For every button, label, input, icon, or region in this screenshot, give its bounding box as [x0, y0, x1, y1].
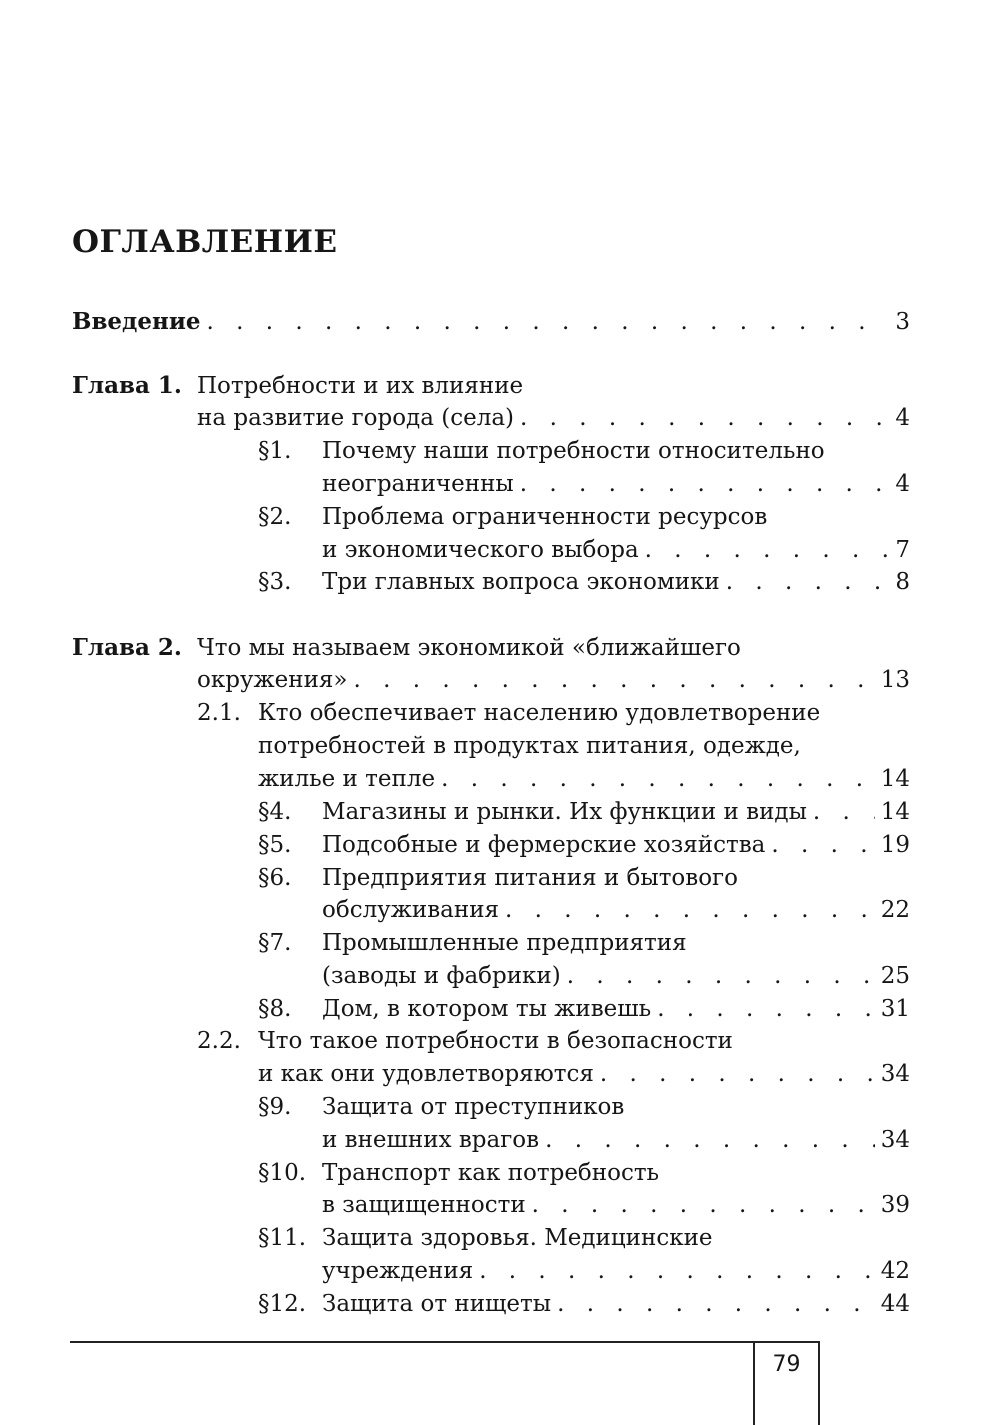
chapter-title: Что мы называем экономикой «ближайшего [197, 635, 741, 661]
chapter-title: Потребности и их влияние [197, 373, 524, 399]
chapter-title-cont: окружения» [197, 667, 348, 693]
section-title-cont: и внешних врагов [322, 1127, 540, 1153]
subchapter-label: 2.2. [197, 1028, 241, 1054]
chapter-label: Глава 1. [72, 372, 182, 399]
toc-section-11-end[interactable] [322, 1255, 910, 1288]
toc-section-10-end[interactable] [322, 1189, 910, 1222]
section-title: Дом, в котором ты живешь [322, 996, 652, 1022]
section-label: §10. [258, 1160, 307, 1186]
section-label: §6. [258, 865, 292, 891]
dot-leader [532, 1189, 875, 1222]
section-label: §8. [258, 996, 292, 1022]
section-title: Подсобные и фермерские хозяйства [322, 832, 766, 858]
toc-section-4[interactable] [258, 796, 910, 829]
subchapter-label: 2.1. [197, 700, 241, 726]
section-title: Защита здоровья. Медицинские [322, 1225, 713, 1251]
dot-leader [813, 796, 875, 829]
toc-page-number: 25 [880, 963, 910, 989]
toc-section-5[interactable] [258, 829, 910, 862]
dot-leader [645, 534, 890, 567]
toc-page-number: 7 [895, 537, 910, 563]
toc-section-3[interactable] [258, 566, 910, 599]
toc-entry-intro[interactable] [72, 305, 910, 338]
page-number: 79 [772, 1352, 801, 1377]
section-title-cont: в защищенности [322, 1192, 526, 1218]
toc-section-8[interactable] [258, 993, 910, 1026]
subchapter-title: Что такое потребности в безопасности [258, 1028, 733, 1054]
dot-leader [505, 894, 875, 927]
toc-subchapter-2-1-cont[interactable] [258, 730, 910, 763]
toc-page-number: 14 [880, 799, 910, 825]
toc-page-number: 4 [895, 471, 910, 497]
section-label: §7. [258, 930, 292, 956]
section-title: Магазины и рынки. Их функции и виды [322, 799, 807, 825]
section-title: Предприятия питания и бытового [322, 865, 738, 891]
dot-leader [557, 1288, 875, 1321]
toc-page-number: 19 [880, 832, 910, 858]
dot-leader [771, 829, 874, 862]
dot-leader [207, 306, 890, 339]
section-title-cont: и экономического выбора [322, 537, 639, 563]
section-title: Транспорт как потребность [322, 1160, 660, 1186]
dot-leader [567, 960, 875, 993]
toc-section-9[interactable] [258, 1091, 910, 1124]
toc-page-number: 34 [880, 1061, 910, 1087]
dot-leader [657, 993, 875, 1026]
chapter-title-cont: на развитие города (села) [197, 405, 515, 431]
toc-section-7[interactable] [258, 927, 910, 960]
subchapter-title-cont: потребностей в продуктах питания, одежде, [258, 733, 801, 759]
dot-leader [441, 763, 875, 796]
dot-leader [479, 1255, 875, 1288]
toc-subchapter-2-1-end[interactable] [258, 763, 910, 796]
section-label: §5. [258, 832, 292, 858]
toc-section-6-end[interactable] [322, 894, 910, 927]
subchapter-title-cont: и как они удовлетворяются [258, 1061, 594, 1087]
toc-section-1-end[interactable] [322, 468, 910, 501]
toc-section-2[interactable] [258, 501, 910, 534]
toc-page-number: 14 [880, 766, 910, 792]
dot-leader [600, 1058, 875, 1091]
footer-rule [70, 1341, 820, 1343]
toc-page-number: 31 [880, 996, 910, 1022]
toc-page-number: 39 [880, 1192, 910, 1218]
toc-entry-label: Введение [72, 308, 201, 335]
section-title: Почему наши потребности относительно [322, 438, 825, 464]
toc-section-12[interactable] [258, 1288, 910, 1321]
section-label: §12. [258, 1291, 307, 1317]
toc-section-11[interactable] [258, 1222, 910, 1255]
dot-leader [520, 468, 890, 501]
subchapter-title: Кто обеспечивает населению удовлетворение [258, 700, 821, 726]
toc-chapter-1-heading[interactable] [72, 369, 910, 402]
dot-leader [545, 1124, 875, 1157]
toc-section-10[interactable] [258, 1157, 910, 1190]
toc-page-number: 4 [895, 405, 910, 431]
dot-leader [726, 566, 890, 599]
toc-page-number: 44 [880, 1291, 910, 1317]
section-title-cont: учреждения [322, 1258, 474, 1284]
toc-chapter-2-end[interactable] [197, 664, 910, 697]
toc-page-number: 42 [880, 1258, 910, 1284]
toc-section-6[interactable] [258, 862, 910, 895]
section-title-cont: обслуживания [322, 897, 500, 923]
dot-leader [520, 402, 889, 435]
toc-section-9-end[interactable] [322, 1124, 910, 1157]
section-title-cont: неограниченны [322, 471, 514, 497]
page-number-box-right [818, 1341, 820, 1425]
section-label: §3. [258, 569, 292, 595]
section-label: §9. [258, 1094, 292, 1120]
dot-leader [354, 664, 875, 697]
section-title: Промышленные предприятия [322, 930, 687, 956]
section-label: §2. [258, 504, 292, 530]
section-title: Защита от преступников [322, 1094, 625, 1120]
toc-page-number: 34 [880, 1127, 910, 1153]
section-title: Проблема ограниченности ресурсов [322, 504, 768, 530]
toc-page-number: 8 [895, 569, 910, 595]
section-label: §11. [258, 1225, 307, 1251]
toc-chapter-1-end[interactable] [197, 402, 910, 435]
toc-page-number: 22 [880, 897, 910, 923]
subchapter-title-cont: жилье и тепле [258, 766, 436, 792]
section-title: Три главных вопроса экономики [322, 569, 720, 595]
page-title: ОГЛАВЛЕНИЕ [72, 224, 338, 260]
section-title-cont: (заводы и фабрики) [322, 963, 561, 989]
toc-section-7-end[interactable] [322, 960, 910, 993]
section-label: §4. [258, 799, 292, 825]
toc-subchapter-2-2[interactable] [197, 1025, 910, 1058]
toc-page-number: 3 [895, 309, 910, 335]
chapter-label: Глава 2. [72, 634, 182, 661]
section-label: §1. [258, 438, 292, 464]
toc-section-2-end[interactable] [322, 534, 910, 567]
toc-subchapter-2-1[interactable] [197, 697, 910, 730]
toc-subchapter-2-2-end[interactable] [258, 1058, 910, 1091]
toc-section-1[interactable] [258, 435, 910, 468]
toc-page-number: 13 [880, 667, 910, 693]
toc-chapter-2-heading[interactable] [72, 631, 910, 664]
section-title: Защита от нищеты [322, 1291, 552, 1317]
